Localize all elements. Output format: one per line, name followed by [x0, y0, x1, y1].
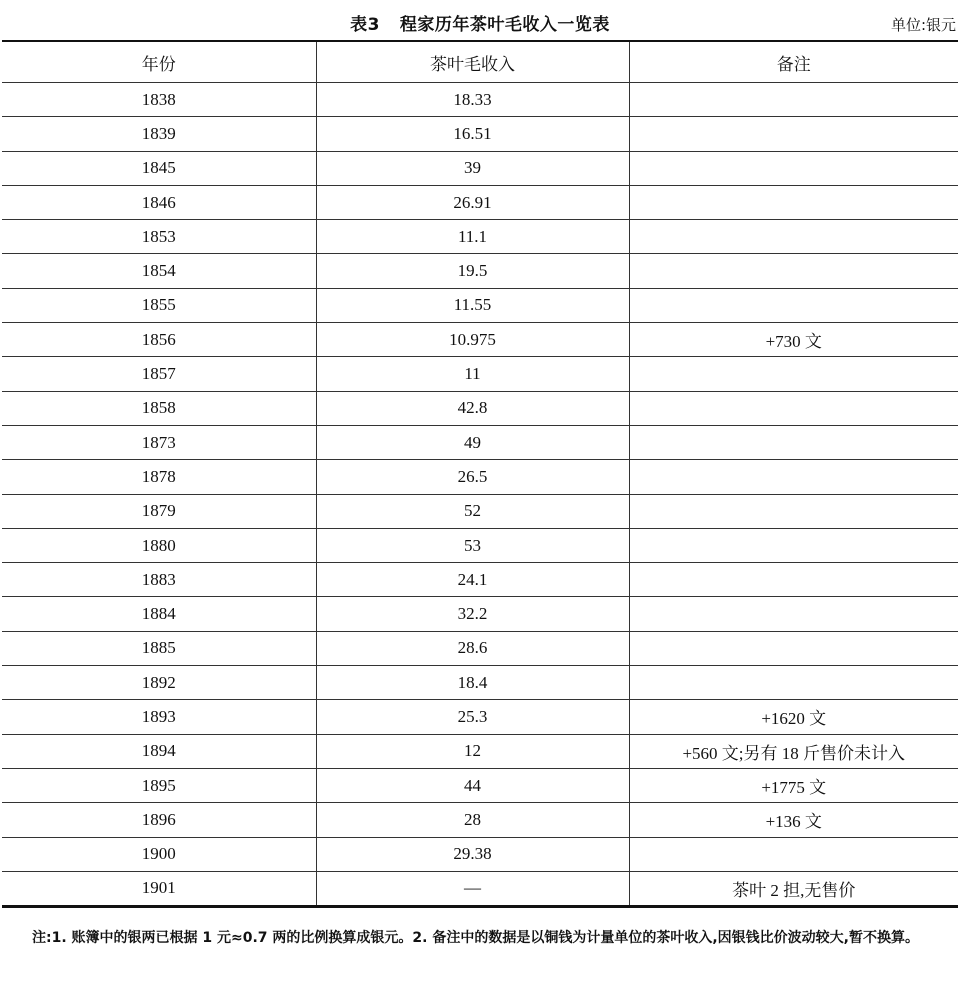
- table-row: [2, 357, 958, 391]
- remark-cell: +560 文;另有 18 斤售价未计入: [629, 734, 958, 768]
- header-row: [2, 41, 958, 83]
- table-row: [2, 460, 958, 494]
- table-row: [2, 563, 958, 597]
- year-cell: 1893: [2, 700, 316, 734]
- remark-cell: +1775 文: [629, 768, 958, 802]
- income-cell: 26.91: [316, 185, 629, 219]
- remark-cell: [629, 220, 958, 254]
- income-cell: 24.1: [316, 563, 629, 597]
- remark-cell: [629, 494, 958, 528]
- table-row: [2, 597, 958, 631]
- income-cell: 19.5: [316, 254, 629, 288]
- year-cell: 1884: [2, 597, 316, 631]
- income-cell: —: [316, 871, 629, 906]
- header-year: 年份: [2, 41, 316, 83]
- year-cell: 1880: [2, 528, 316, 562]
- table-title-text: 程家历年茶叶毛收入一览表: [399, 15, 610, 35]
- remark-cell: [629, 185, 958, 219]
- year-cell: 1854: [2, 254, 316, 288]
- income-cell: 11: [316, 357, 629, 391]
- year-cell: 1883: [2, 563, 316, 597]
- remark-cell: [629, 563, 958, 597]
- year-cell: 1858: [2, 391, 316, 425]
- table-row: [2, 631, 958, 665]
- year-cell: 1894: [2, 734, 316, 768]
- remark-cell: [629, 391, 958, 425]
- table-row: [2, 871, 958, 906]
- remark-cell: [629, 597, 958, 631]
- income-cell: 49: [316, 425, 629, 459]
- table-row: [2, 323, 958, 357]
- income-cell: 42.8: [316, 391, 629, 425]
- year-cell: 1895: [2, 768, 316, 802]
- table-title: [0, 10, 960, 35]
- remark-cell: +136 文: [629, 803, 958, 837]
- table-row: [2, 425, 958, 459]
- remark-cell: [629, 837, 958, 871]
- remark-cell: [629, 425, 958, 459]
- year-cell: 1856: [2, 323, 316, 357]
- table-row: [2, 151, 958, 185]
- remark-cell: [629, 528, 958, 562]
- income-cell: 11.55: [316, 288, 629, 322]
- table-row: [2, 666, 958, 700]
- year-cell: 1879: [2, 494, 316, 528]
- income-cell: 44: [316, 768, 629, 802]
- table-row: [2, 528, 958, 562]
- remark-cell: [629, 117, 958, 151]
- income-cell: 32.2: [316, 597, 629, 631]
- year-cell: 1892: [2, 666, 316, 700]
- header-income: 茶叶毛收入: [316, 41, 629, 83]
- year-cell: 1855: [2, 288, 316, 322]
- year-cell: 1846: [2, 185, 316, 219]
- remark-cell: [629, 288, 958, 322]
- year-cell: 1878: [2, 460, 316, 494]
- table-row: [2, 494, 958, 528]
- year-cell: 1839: [2, 117, 316, 151]
- table-row: [2, 391, 958, 425]
- table-row: [2, 83, 958, 117]
- year-cell: 1845: [2, 151, 316, 185]
- income-cell: 11.1: [316, 220, 629, 254]
- income-cell: 18.4: [316, 666, 629, 700]
- year-cell: 1901: [141, 878, 176, 898]
- income-cell: 52: [316, 494, 629, 528]
- table-number: 表3: [350, 15, 380, 35]
- income-cell: 28: [316, 803, 629, 837]
- year-cell: 1900: [2, 837, 316, 871]
- table-row: [2, 185, 958, 219]
- income-cell: 39: [316, 151, 629, 185]
- remark-cell: [629, 631, 958, 665]
- table-row: [2, 837, 958, 871]
- income-cell: 26.5: [316, 460, 629, 494]
- footnote: 注:1. 账簿中的银两已根据 1 元≈0.7 两的比例换算成银元。2. 备注中的数据是以铜钱为计量单位的茶叶收入,因银钱比价波动较大,暂不换算。: [32, 930, 919, 946]
- income-cell: 53: [316, 528, 629, 562]
- remark-cell: [629, 460, 958, 494]
- remark-cell: [629, 83, 958, 117]
- income-cell: 25.3: [316, 700, 629, 734]
- table-row: [2, 768, 958, 802]
- year-cell: 1838: [2, 83, 316, 117]
- remark-cell: [629, 151, 958, 185]
- income-table: [2, 40, 958, 908]
- income-cell: 18.33: [316, 83, 629, 117]
- year-cell: 1857: [2, 357, 316, 391]
- unit-label: 单位:银元: [890, 16, 956, 34]
- income-cell: 16.51: [316, 117, 629, 151]
- income-cell: 28.6: [316, 631, 629, 665]
- table-caption: [0, 8, 960, 36]
- remark-cell: +730 文: [629, 323, 958, 357]
- remark-cell: [629, 254, 958, 288]
- table-row: [2, 117, 958, 151]
- table-row: [2, 220, 958, 254]
- table-row: [2, 700, 958, 734]
- remark-cell: [629, 357, 958, 391]
- remark-cell: 茶叶 2 担,无售价: [629, 871, 958, 906]
- income-cell: 10.975: [316, 323, 629, 357]
- year-cell: 1896: [2, 803, 316, 837]
- year-cell: 1873: [2, 425, 316, 459]
- table-row: [2, 288, 958, 322]
- remark-cell: [629, 666, 958, 700]
- income-cell: 29.38: [316, 837, 629, 871]
- table-row: [2, 254, 958, 288]
- header-remark: 备注: [629, 41, 958, 83]
- table-row: [2, 734, 958, 768]
- table-row: [2, 803, 958, 837]
- income-cell: 12: [316, 734, 629, 768]
- year-cell: 1853: [2, 220, 316, 254]
- year-cell: 1885: [2, 631, 316, 665]
- remark-cell: +1620 文: [629, 700, 958, 734]
